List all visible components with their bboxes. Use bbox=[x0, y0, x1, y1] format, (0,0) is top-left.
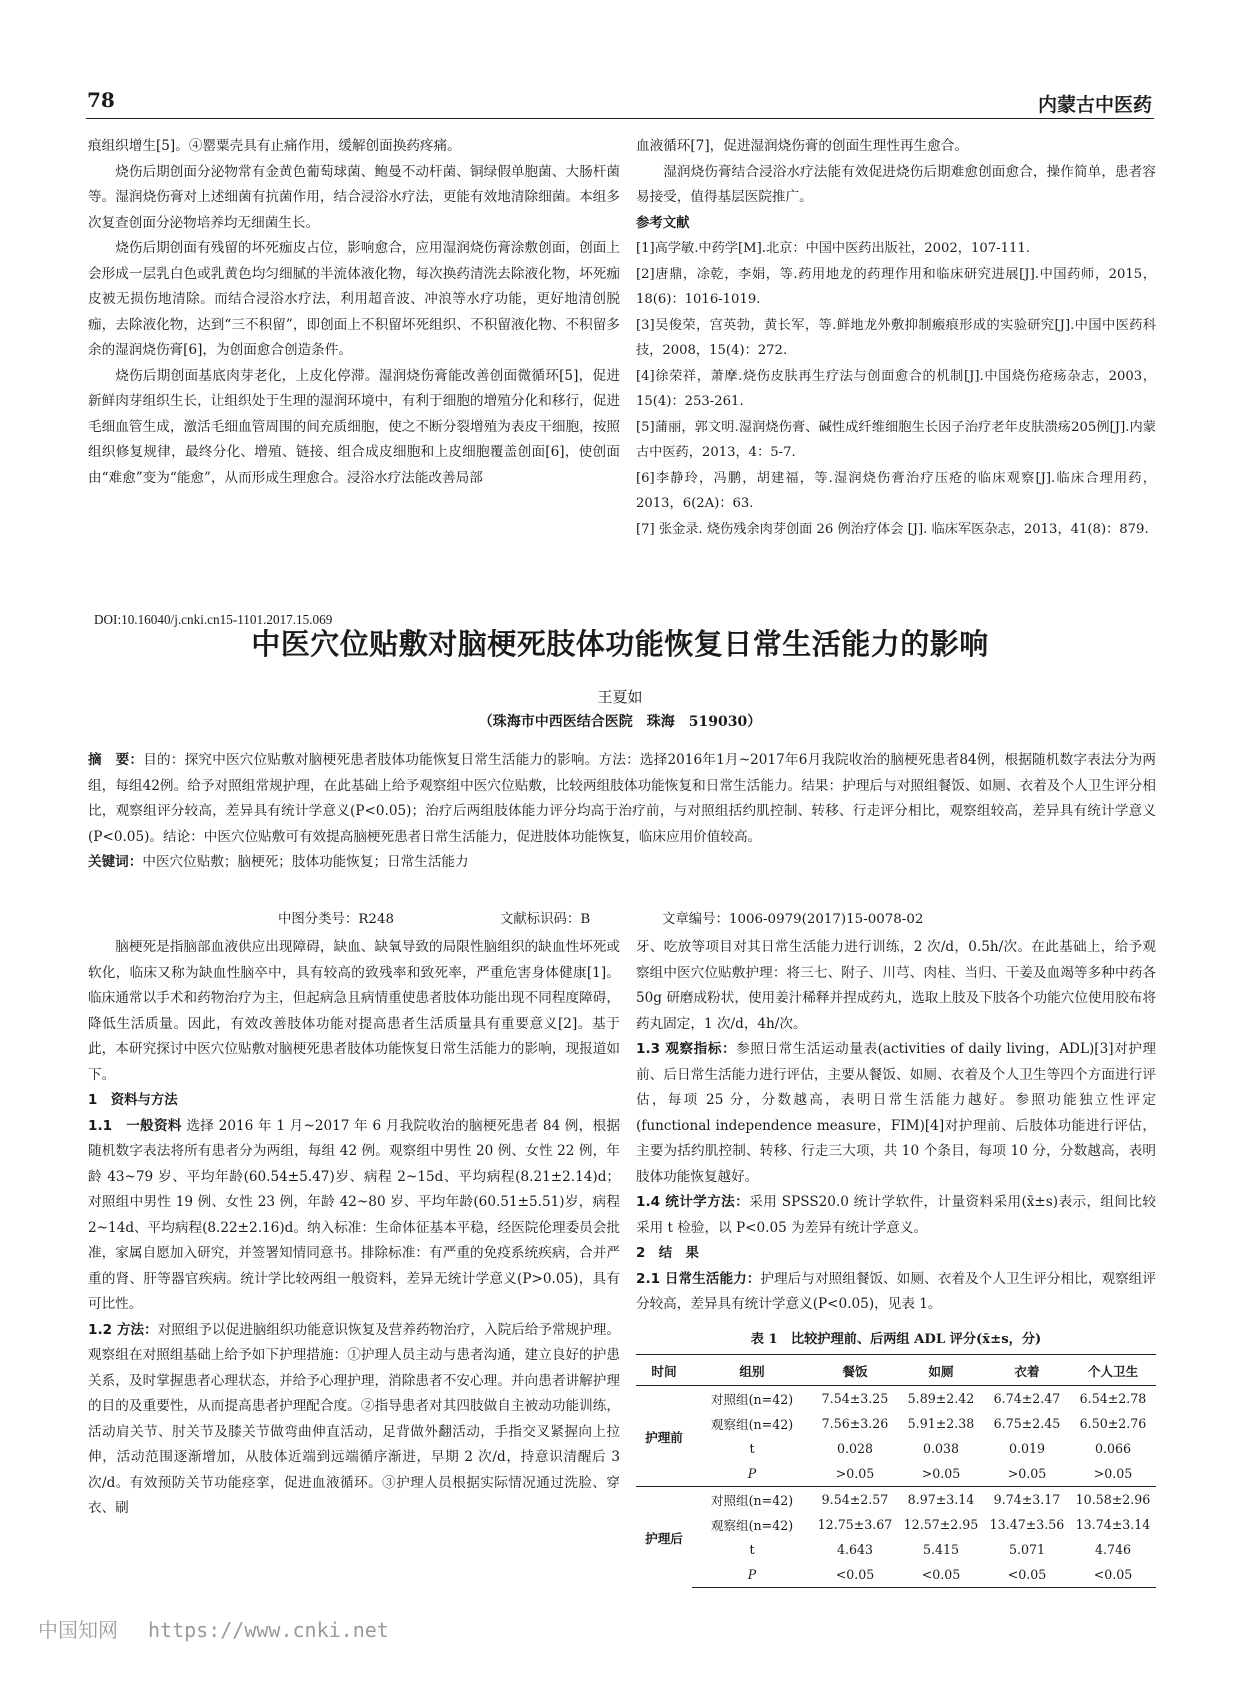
subsection-label: 2.1 日常生活能力： bbox=[636, 1270, 761, 1287]
table-row bbox=[636, 1537, 1156, 1562]
prev-article-right-column bbox=[636, 134, 1156, 542]
reference-item: [1]高学敏.中药学[M].北京：中国中医药出版社，2002，107-111. bbox=[636, 241, 1030, 256]
paragraph bbox=[88, 1318, 620, 1522]
clc-number: 中图分类号：R248 bbox=[278, 912, 394, 927]
table-cell: 6.54±2.78 bbox=[1079, 1391, 1147, 1406]
column-header: 衣着 bbox=[984, 1355, 1070, 1386]
table-row bbox=[636, 1436, 1156, 1461]
paragraph: 烧伤后期创面有残留的坏死痂皮占位，影响愈合，应用湿润烧伤膏涂敷创面，创面上会形成一层乳白色或乳黄色均匀细腻的半流体液化物，每次换药清洗去除液化物，坏死痂皮被无损伤地清除。而结合浸浴水疗法，利用超音波、冲浪等水疗功能，更好地清创脱痂，去除液化物，达到“三不积留”，即创面上不积留坏死组织、不积留液化物、不积留多余的湿润烧伤膏[6]，为创面愈合创造条件。 bbox=[88, 240, 620, 358]
abstract-text: 目的：探究中医穴位贴敷对脑梗死患者肢体功能恢复日常生活能力的影响。方法：选择2016年1月~2017年6月我院收治的脑梗死患者84例，根据随机数字表法分为两组，每组42例。给予对照组常规护理，在此基础上给予观察组中医穴位贴敷，比较两组肢体功能恢复和日常生活能力。结果：护理后与对照组餐饭、如厕、衣着及个人卫生评分相比，观察组评分较高，差异具有统计学意义(P<0.05)；治疗后两组肢体能力评分均高于治疗前，与对照组括约肌控制、转移、行走评分相比，观察组较高，差异具有统计学意义(P<0.05)。结论：中医穴位贴敷可有效提高脑梗死患者日常生活能力，促进肢体功能恢复，临床应用价值较高。 bbox=[88, 752, 1157, 845]
table-cell: 9.74±3.17 bbox=[984, 1487, 1070, 1513]
column-header: 如厕 bbox=[898, 1355, 984, 1386]
watermark-url: https://www.cnki.net bbox=[148, 1618, 389, 1642]
table-row bbox=[636, 1386, 1156, 1412]
time-cell: 护理后 bbox=[636, 1487, 692, 1588]
abstract bbox=[88, 748, 1156, 850]
reference-item: [4]徐荣祥，萧摩.烧伤皮肤再生疗法与创面愈合的机制[J].中国烧伤疮疡杂志，2003，15(4)：253-261. bbox=[636, 368, 1156, 409]
paragraph bbox=[88, 1114, 620, 1318]
table-row bbox=[636, 1487, 1156, 1513]
article-right-column bbox=[636, 935, 1156, 1318]
document-code: 文献标识码：B bbox=[500, 912, 591, 927]
subsection-label: 1.3 观察指标： bbox=[636, 1041, 737, 1057]
table-cell: 5.071 bbox=[1008, 1542, 1046, 1557]
table-cell: P bbox=[692, 1562, 812, 1588]
table-cell: <0.05 bbox=[984, 1562, 1070, 1588]
table-cell: >0.05 bbox=[835, 1466, 875, 1481]
table-cell: 6.74±2.47 bbox=[993, 1391, 1061, 1406]
doi: DOI:10.16040/j.cnki.cn15-1101.2017.15.069 bbox=[94, 612, 333, 627]
paragraph: 烧伤后期创面分泌物常有金黄色葡萄球菌、鲍曼不动杆菌、铜绿假单胞菌、大肠杆菌等。湿润烧伤膏对上述细菌有抗菌作用，结合浸浴水疗法，更能有效地清除细菌。本组多次复查创面分泌物培养均无细菌生长。 bbox=[88, 163, 620, 231]
paragraph-text: 选择 2016 年 1 月~2017 年 6 月我院收治的脑梗死患者 84 例，根据随机数字表法将所有患者分为两组，每组 42 例。观察组中男性 20 例、女性 22 例，年龄 43~79 岁、平均年龄(60.54±5.47)岁、病程 2~15d、平均病程(8.21±2.14)d；对照组中男性 19 例、女性 23 例，年龄 42~80 岁、平均年龄(60.51±5.51)岁，病程 2~14d、平均病程(8.22±2.16)d。纳入标准：生命体征基本平稳，经医院伦理委员会批准，家属自愿加入研究，并签署知情同意书。排除标准：有严重的免疫系统疾病，合并严重的肾、肝等器官疾病。统计学比较两组一般资料，差异无统计学意义(P>0.05)，具有可比性。 bbox=[88, 1117, 620, 1312]
watermark-brand: 中国知网 bbox=[38, 1618, 118, 1642]
table-cell: <0.05 bbox=[1070, 1562, 1156, 1588]
time-cell: 护理前 bbox=[645, 1429, 683, 1445]
table-cell: 9.54±2.57 bbox=[812, 1487, 898, 1513]
keywords-text: 中医穴位贴敷；脑梗死；肢体功能恢复；日常生活能力 bbox=[142, 854, 469, 870]
article-left-column bbox=[88, 935, 620, 1522]
paragraph bbox=[636, 1037, 1156, 1190]
table-cell: 13.47±3.56 bbox=[989, 1517, 1065, 1532]
header-rule bbox=[86, 118, 1154, 119]
reference-item: [7] 张金录. 烧伤残余肉芽创面 26 例治疗体会 [J]. 临床军医杂志，2013，41(8)：879. bbox=[636, 521, 1149, 537]
abstract-block bbox=[88, 748, 1156, 876]
table-cell: 10.58±2.96 bbox=[1070, 1487, 1156, 1513]
table-cell: 0.038 bbox=[922, 1441, 960, 1456]
table-cell: 6.75±2.45 bbox=[993, 1416, 1061, 1431]
table-cell: t bbox=[749, 1441, 755, 1456]
table-row bbox=[636, 1411, 1156, 1436]
table-cell: 4.643 bbox=[836, 1542, 874, 1557]
table-cell: 5.415 bbox=[922, 1542, 960, 1557]
table-cell: >0.05 bbox=[1007, 1466, 1047, 1481]
paragraph-text: 对照组予以促进脑组织功能意识恢复及营养药物治疗，入院后给予常规护理。观察组在对照组基础上给予如下护理措施：①护理人员主动与患者沟通，建立良好的护患关系，及时掌握患者心理状态，并给予心理护理，消除患者不安心理。并向患者讲解护理的目的及重要性，从而提高患者护理配合度。②指导患者对其四肢做自主被动功能训练，活动肩关节、肘关节及膝关节做弯曲伸直活动，足背做外翻活动，手指交叉紧握向上拉伸，活动范围逐渐增加，从肢体近端到远端循序渐进，早期 2 次/d，持意识清醒后 3 次/d。有效预防关节功能痉挛，促进血液循环。③护理人员根据实际情况通过洗脸、穿衣、刷 bbox=[88, 1321, 620, 1516]
table-header-row bbox=[636, 1355, 1156, 1386]
paragraph: 血液循环[7]，促进湿润烧伤膏的创面生理性再生愈合。 bbox=[636, 138, 968, 154]
table-row bbox=[636, 1562, 1156, 1588]
table-cell: t bbox=[749, 1542, 755, 1557]
table-cell: 对照组(n=42) bbox=[692, 1487, 812, 1513]
table-row bbox=[636, 1461, 1156, 1487]
table-cell: 0.028 bbox=[836, 1441, 874, 1456]
table-row bbox=[636, 1512, 1156, 1537]
article-number: 文章编号：1006-0979(2017)15-0078-02 bbox=[662, 912, 924, 927]
reference-item: [5]蒲丽，郭文明.湿润烧伤膏、碱性成纤维细胞生长因子治疗老年皮肤溃疡205例[J].内蒙古中医药，2013，4：5-7. bbox=[636, 419, 1156, 460]
table-cell: P bbox=[747, 1466, 757, 1481]
table-cell: 7.56±3.26 bbox=[821, 1416, 889, 1431]
column-header: 餐饭 bbox=[812, 1355, 898, 1386]
adl-score-table bbox=[636, 1354, 1156, 1588]
references-heading: 参考文献 bbox=[636, 215, 690, 231]
table-cell: 5.91±2.38 bbox=[907, 1416, 975, 1431]
table-cell: 观察组(n=42) bbox=[710, 1518, 794, 1533]
section-heading: 2 结 果 bbox=[636, 1246, 699, 1261]
keywords-label: 关键词： bbox=[88, 854, 143, 870]
column-header: 个人卫生 bbox=[1070, 1355, 1156, 1386]
table-cell: 4.746 bbox=[1094, 1542, 1132, 1557]
article-title: 中医穴位贴敷对脑梗死肢体功能恢复日常生活能力的影响 bbox=[251, 627, 989, 661]
subsection-label: 1.4 统计学方法： bbox=[636, 1194, 750, 1210]
table-cell: >0.05 bbox=[1093, 1466, 1133, 1481]
prev-article-left-column bbox=[88, 134, 620, 491]
paragraph-text: 护理后与对照组餐饭、如厕、衣着及个人卫生评分相比，观察组评分较高，差异具有统计学意义(P<0.05)，见表 1。 bbox=[636, 1270, 1156, 1312]
table-cell: 对照组(n=42) bbox=[710, 1392, 794, 1407]
paragraph: 烧伤后期创面基底肉芽老化，上皮化停滞。湿润烧伤膏能改善创面微循环[5]，促进新鲜肉芽组织生长，让组织处于生理的湿润环境中，有利于细胞的增殖分化和移行，促进毛细血管生成，激活毛细血管周围的间充质细胞，使之不断分裂增殖为表皮干细胞，按照组织修复规律，最终分化、增殖、链接、组合成皮细胞和上皮细胞覆盖创面[6]，使创面由“难愈”变为“能愈”，从而形成生理愈合。浸浴水疗法能改善局部 bbox=[88, 367, 620, 486]
table-cell: <0.05 bbox=[898, 1562, 984, 1588]
reference-item: [6]李静玲，冯鹏，胡建福，等.湿润烧伤膏治疗压疮的临床观察[J].临床合理用药，2013，6(2A)：63. bbox=[636, 470, 1156, 511]
paragraph: 脑梗死是指脑部血液供应出现障碍，缺血、缺氧导致的局限性脑组织的缺血性坏死或软化，临床又称为缺血性脑卒中，具有较高的致残率和致死率，严重危害身体健康[1]。临床通常以手术和药物治疗为主，但起病急且病情重使患者肢体功能出现不同程度障碍，降低生活质量。因此，有效改善肢体功能对提高患者生活质量具有重要意义[2]。基于此，本研究探讨中医穴位贴敷对脑梗死患者肢体功能恢复日常生活能力的影响，现报道如下。 bbox=[88, 939, 620, 1083]
paragraph: 牙、吃放等项目对其日常生活能力进行训练，2 次/d，0.5h/次。在此基础上，给予观察组中医穴位贴敷护理：将三七、附子、川芎、肉桂、当归、干姜及血竭等多种中药各 50g 研磨成粉状，使用姜汁稀释并捏成药丸，选取上肢及下肢各个功能穴位使用胶布将药丸固定，1 次/d，4h/次。 bbox=[636, 939, 1156, 1032]
paragraph: 湿润烧伤膏结合浸浴水疗法能有效促进烧伤后期难愈创面愈合，操作简单，患者容易接受，值得基层医院推广。 bbox=[636, 163, 1156, 205]
table-cell: 12.57±2.95 bbox=[903, 1517, 979, 1532]
table-cell: <0.05 bbox=[812, 1562, 898, 1588]
column-header: 时间 bbox=[636, 1355, 692, 1386]
page-number: 78 bbox=[87, 88, 115, 112]
table-caption: 表 1 比较护理前、后两组 ADL 评分(x̄±s，分) bbox=[750, 1332, 1042, 1347]
table-cell: 观察组(n=42) bbox=[710, 1417, 794, 1432]
table-cell: 13.74±3.14 bbox=[1075, 1517, 1151, 1532]
table-cell: 12.75±3.67 bbox=[817, 1517, 893, 1532]
paragraph: 痕组织增生[5]。④罂粟壳具有止痛作用，缓解创面换药疼痛。 bbox=[88, 138, 461, 154]
subsection-label: 1.2 方法： bbox=[88, 1321, 158, 1338]
subsection-label: 1.1 一般资料 bbox=[88, 1117, 182, 1134]
column-header: 组别 bbox=[692, 1355, 812, 1386]
paragraph bbox=[636, 1267, 1156, 1318]
table-cell: >0.05 bbox=[921, 1466, 961, 1481]
paragraph bbox=[636, 1190, 1156, 1241]
abstract-label: 摘 要： bbox=[88, 752, 144, 768]
table-cell: 7.54±3.25 bbox=[821, 1391, 889, 1406]
reference-item: [2]唐鼎，凃乾，李娟，等.药用地龙的药理作用和临床研究进展[J].中国药师，2015，18(6)：1016-1019. bbox=[636, 266, 1156, 307]
table-cell: 0.066 bbox=[1094, 1441, 1132, 1456]
table-cell: 8.97±3.14 bbox=[898, 1487, 984, 1513]
table-cell: 6.50±2.76 bbox=[1079, 1416, 1147, 1431]
reference-item: [3]吴俊荣，宫英勃，黄长军，等.鲜地龙外敷抑制瘢痕形成的实验研究[J].中国中医药科技，2008，15(4)：272. bbox=[636, 317, 1156, 358]
section-heading: 1 资料与方法 bbox=[88, 1093, 178, 1108]
table-cell: 5.89±2.42 bbox=[907, 1391, 975, 1406]
journal-name: 内蒙古中医药 bbox=[1037, 94, 1152, 116]
paragraph-text: 采用 SPSS20.0 统计学软件，计量资料采用(x̄±s)表示，组间比较采用 t 检验，以 P<0.05 为差异有统计学意义。 bbox=[636, 1194, 1156, 1236]
table-cell: 0.019 bbox=[1008, 1441, 1046, 1456]
author: 王夏如 bbox=[597, 688, 643, 706]
keywords bbox=[88, 850, 1156, 876]
cnki-watermark bbox=[38, 1614, 389, 1643]
paragraph-text: 参照日常生活运动量表(activities of daily living，ADL)[3]对护理前、后日常生活能力进行评估，主要从餐饭、如厕、衣着及个人卫生等四个方面进行评估，每项 25 分，分数越高，表明日常生活能力越好。参照功能独立性评定(functional independence measure，FIM)[4]对护理前、后肢体功能进行评估，主要为括约肌控制、转移、行走三大项，共 10 个条目，每项 10 分，分数越高，表明肢体功能恢复越好。 bbox=[636, 1041, 1156, 1185]
affiliation: （珠海市中西医结合医院 珠海 519030） bbox=[478, 714, 762, 730]
